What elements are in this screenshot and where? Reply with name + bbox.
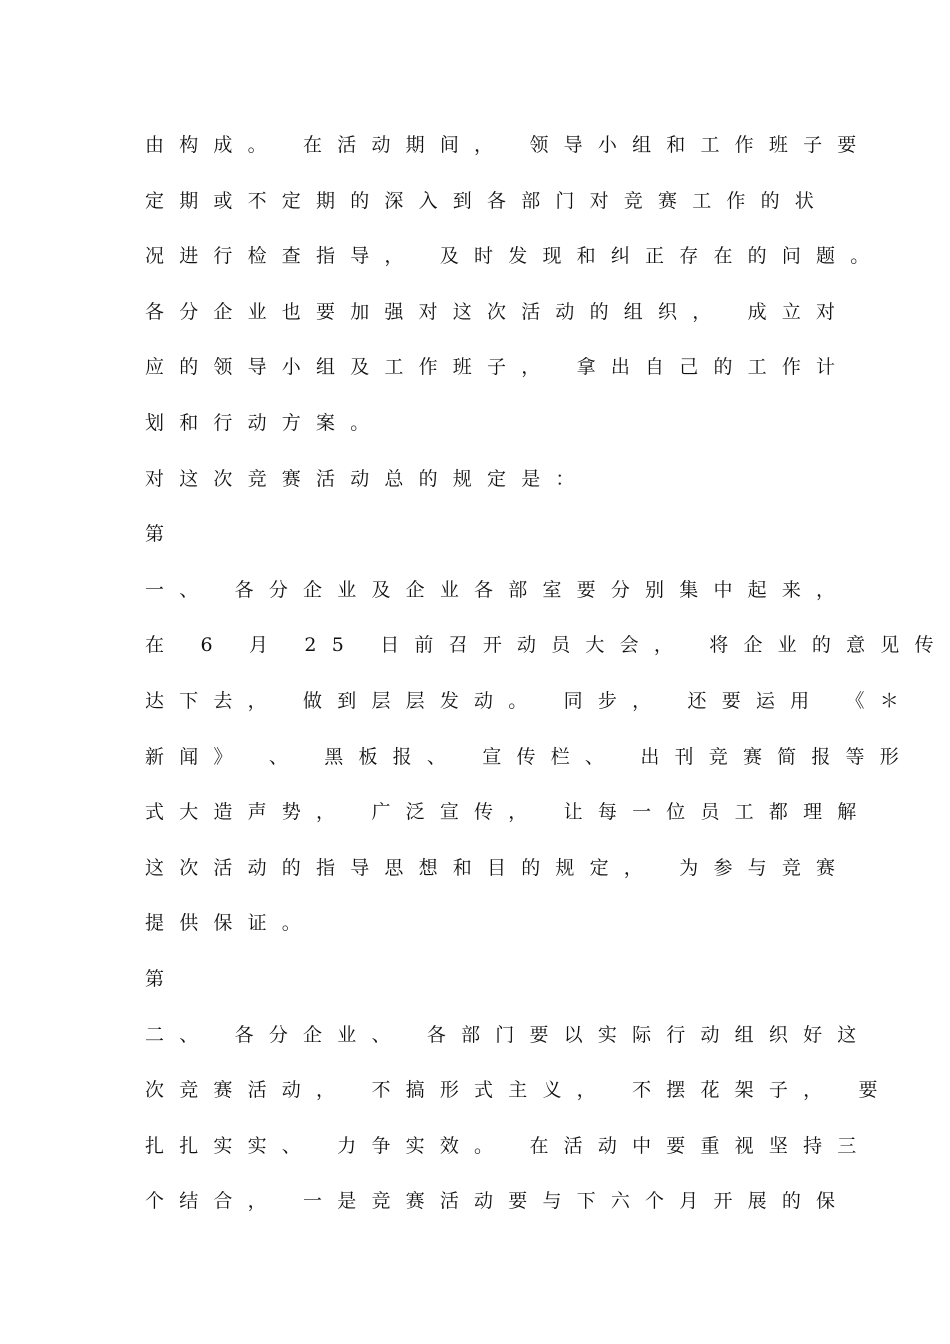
text-line: 由构成。 在活动期间， 领导小组和工作班子要 [145,134,872,156]
text-line: 这次活动的指导思想和目的规定， 为参与竞赛 [145,856,851,879]
text-line: 扎扎实实、 力争实效。 在活动中要重视坚持三 [145,1134,872,1157]
text-line: 对这次竞赛活动总的规定是： [145,467,590,490]
text-line: 第 [145,967,180,990]
document-body [145,127,949,1239]
text-line: 第 [145,523,180,546]
text-line: 划和行动方案。 [145,411,385,434]
text-line: 况进行检查指导， 及时发现和纠正存在的问题。 [145,245,885,268]
text-line: 个结合， 一是竞赛活动要与下六个月开展的保 [145,1190,851,1213]
text-line: 定期或不定期的深入到各部门对竞赛工作的状 [145,189,830,212]
text-line: 提供保证。 [145,912,317,935]
text-line: 次竞赛活动， 不搞形式主义， 不摆花架子， 要 [145,1079,893,1102]
text-line: 式大造声势， 广泛宣传， 让每一位员工都理解 [145,801,872,824]
text-line: 新闻》 、 黑板报、 宣传栏、 出刊竞赛简报等形 [145,745,914,768]
text-line: 一、 各分企业及企业各部室要分别集中起来， [145,578,851,601]
text-line: 应的领导小组及工作班子， 拿出自己的工作计 [145,356,851,379]
text-line: 达下去， 做到层层发动。 同步， 还要运用 《＊ [145,689,914,712]
text-line: 各分企业也要加强对这次活动的组织， 成立对 [145,300,851,323]
text-line: 在 6 月 25 日前召开动员大会， 将企业的意见传 [145,634,949,657]
text-line: 二、 各分企业、 各部门要以实际行动组织好这 [145,1023,872,1046]
